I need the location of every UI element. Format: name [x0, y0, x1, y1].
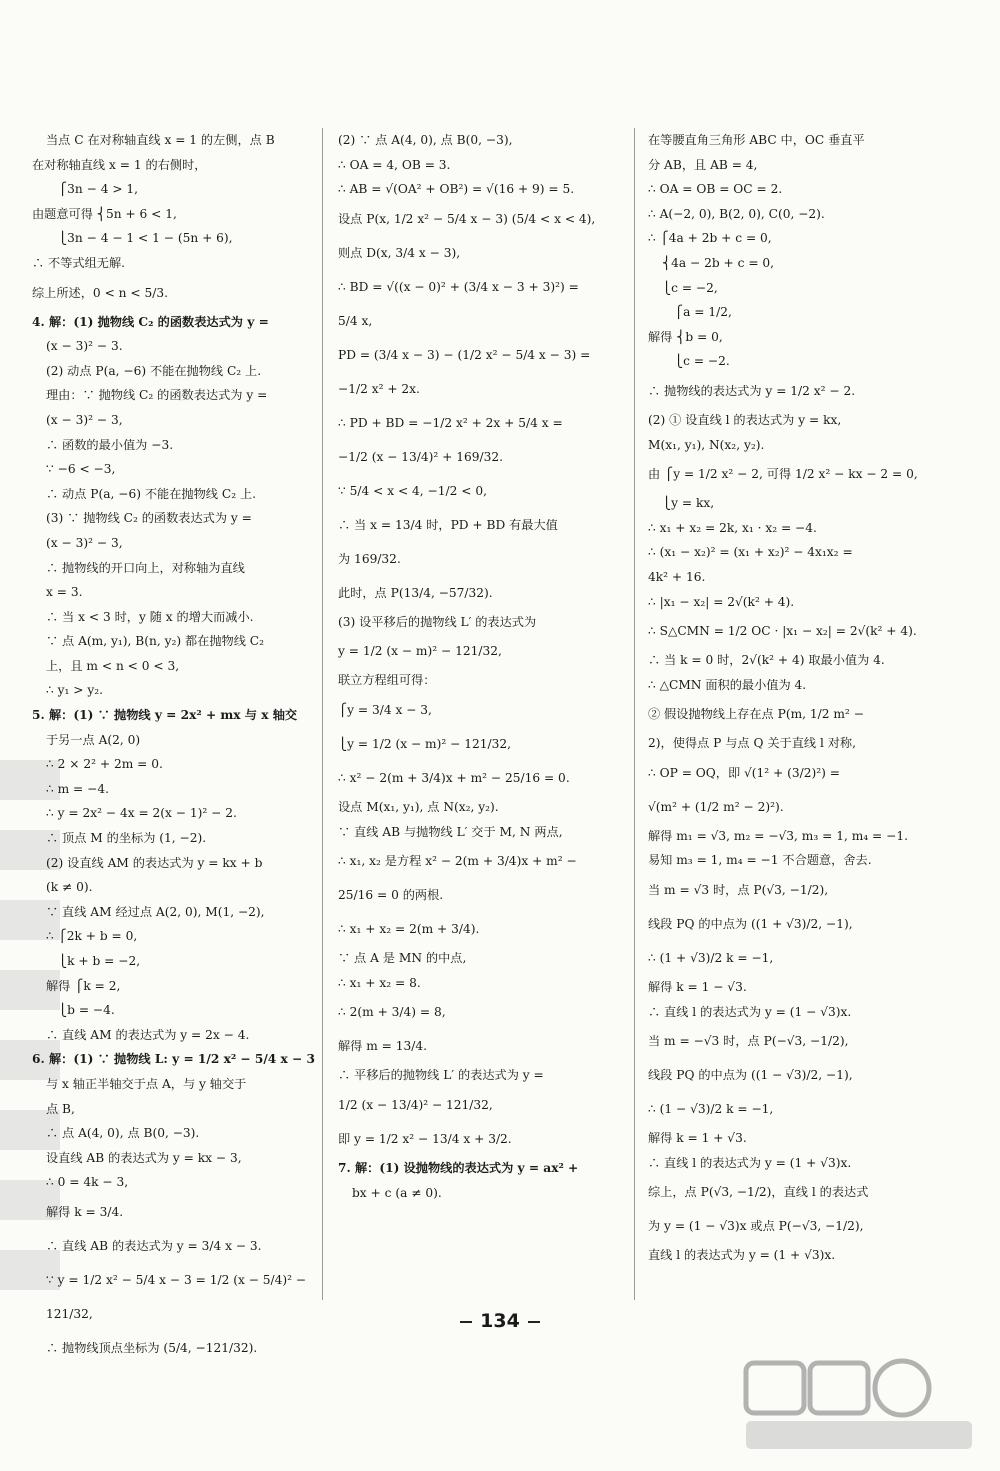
answer-line: 由题意可得 ⎨5n + 6 < 1, [32, 206, 177, 221]
column-divider [322, 128, 323, 1300]
answer-line: ∴ 抛物线的表达式为 y = 1/2 x² − 2. [648, 383, 856, 398]
answer-line: 2)，使得点 P 与点 Q 关于直线 l 对称, [648, 736, 856, 751]
answer-line: 直线 l 的表达式为 y = (1 + √3)x. [648, 1248, 836, 1263]
answer-line: ⎨4a − 2b + c = 0, [662, 255, 775, 270]
answer-line: 则点 D(x, 3/4 x − 3), [338, 245, 461, 260]
column-right [648, 128, 948, 1308]
answer-line: ∴ y = 2x² − 4x = 2(x − 1)² − 2. [46, 806, 237, 821]
answer-line: ∴ BD = √((x − 0)² + (3/4 x − 3 + 3)²) = [338, 279, 579, 294]
answer-line: ⎧y = 3/4 x − 3, [338, 702, 432, 717]
answer-line: ⎩k + b = −2, [58, 954, 141, 968]
answer-line: ∴ x₁ + x₂ = 2(m + 3/4). [338, 922, 480, 937]
answer-line: ⎩y = 1/2 (x − m)² − 121/32, [338, 736, 511, 751]
answer-line: ∴ 抛物线的开口向上，对称轴为直线 [46, 560, 245, 575]
answer-line: 121/32, [46, 1306, 93, 1321]
answer-line: (x − 3)² − 3, [46, 412, 123, 427]
answer-line: 7. 解：(1) 设抛物线的表达式为 y = ax² + [338, 1160, 579, 1175]
answer-line: ∴ 当 x < 3 时，y 随 x 的增大而减小. [46, 609, 254, 624]
answer-line: 此时，点 P(13/4, −57/32). [338, 585, 493, 600]
answer-line: ∴ y₁ > y₂. [46, 683, 104, 698]
answer-line: ∵ 点 A 是 MN 的中点, [338, 951, 467, 966]
answer-line: ② 假设抛物线上存在点 P(m, 1/2 m² − [648, 707, 864, 722]
answer-line: ∵ y = 1/2 x² − 5/4 x − 3 = 1/2 (x − 5/4)² − [46, 1272, 307, 1287]
answer-line: ⎩c = −2. [674, 354, 730, 369]
answer-line: bx + c (a ≠ 0). [352, 1185, 442, 1200]
page-number-text: 134 [480, 1310, 520, 1332]
page-number [0, 1310, 1000, 1332]
answer-line: 当 m = √3 时，点 P(√3, −1/2), [648, 883, 829, 898]
answer-line: ∵ −6 < −3, [46, 462, 116, 477]
column-divider [634, 128, 635, 1300]
answer-line: −1/2 (x − 13/4)² + 169/32. [338, 449, 504, 464]
answer-line: 当 m = −√3 时，点 P(−√3, −1/2), [648, 1034, 849, 1049]
answer-line: 在对称轴直线 x = 1 的右侧时， [32, 157, 207, 172]
answer-line: ∴ (x₁ − x₂)² = (x₁ + x₂)² − 4x₁x₂ = [648, 545, 853, 560]
answer-line: ⎧3n − 4 > 1, [58, 182, 139, 197]
answer-line: 解得 m₁ = √3, m₂ = −√3, m₃ = 1, m₄ = −1. [648, 828, 908, 843]
answer-line: 在等腰直角三角形 ABC 中，OC 垂直平 [648, 133, 865, 147]
answer-line: ∴ 直线 AB 的表达式为 y = 3/4 x − 3. [46, 1238, 262, 1253]
answer-line: 于另一点 A(2, 0) [46, 732, 141, 747]
column-middle [338, 128, 628, 1308]
answer-line: 4k² + 16. [648, 569, 706, 584]
answer-line: 5. 解：(1) ∵ 抛物线 y = 2x² + mx 与 x 轴交 [32, 708, 298, 723]
answer-line: ∴ △CMN 面积的最小值为 4. [648, 677, 807, 692]
answer-line: ∴ 直线 l 的表达式为 y = (1 + √3)x. [648, 1155, 852, 1170]
answer-line: ⎩y = kx, [662, 496, 715, 511]
answer-line: 线段 PQ 的中点为 ((1 + √3)/2, −1), [648, 917, 853, 932]
answer-line: (2) ① 设直线 l 的表达式为 y = kx, [648, 412, 842, 427]
answer-line: ∴ 抛物线顶点坐标为 (5/4, −121/32). [46, 1340, 258, 1355]
answer-line: −1/2 x² + 2x. [338, 381, 420, 396]
answer-line: 由 ⎧y = 1/2 x² − 2, 可得 1/2 x² − kx − 2 = 0, [648, 467, 918, 482]
answer-line: ⎩3n − 4 − 1 < 1 − (5n + 6), [58, 231, 233, 246]
answer-line: (2) 动点 P(a, −6) 不能在抛物线 C₂ 上. [46, 363, 262, 378]
answer-line: (x − 3)² − 3. [46, 339, 123, 354]
answer-line: (3) ∵ 抛物线 C₂ 的函数表达式为 y = [46, 511, 252, 526]
answer-line: 25/16 = 0 的两根. [338, 888, 444, 903]
answer-line: 4. 解：(1) 抛物线 C₂ 的函数表达式为 y = [32, 314, 269, 329]
column-left [32, 128, 320, 1355]
answer-line: 解得 ⎧k = 2, [46, 978, 121, 993]
answer-line: (k ≠ 0). [46, 880, 93, 895]
answer-line: ∴ x₁, x₂ 是方程 x² − 2(m + 3/4)x + m² − [338, 854, 577, 869]
answer-line: ∴ 2 × 2² + 2m = 0. [46, 757, 163, 772]
answer-line: ∵ 直线 AM 经过点 A(2, 0), M(1, −2), [46, 904, 265, 919]
answer-line: (3) 设平移后的抛物线 L′ 的表达式为 [338, 614, 537, 629]
answer-line: ∴ OA = OB = OC = 2. [648, 182, 783, 197]
answer-line: ∴ 不等式组无解. [32, 255, 126, 270]
answer-line: 综上，点 P(√3, −1/2)，直线 l 的表达式 [648, 1185, 869, 1200]
answer-line: ∴ OP = OQ，即 √(1² + (3/2)²) = [648, 765, 840, 780]
answer-line: 1/2 (x − 13/4)² − 121/32, [338, 1097, 493, 1112]
answer-line: ∵ 直线 AB 与抛物线 L′ 交于 M, N 两点, [338, 824, 563, 839]
answer-line: ⎧a = 1/2, [674, 305, 732, 320]
answer-line: 与 x 轴正半轴交于点 A，与 y 轴交于 [46, 1076, 247, 1091]
answer-line: ∵ 点 A(m, y₁), B(n, y₂) 都在抛物线 C₂ [46, 634, 264, 649]
answer-line: 设点 P(x, 1/2 x² − 5/4 x − 3) (5/4 < x < 4), [338, 211, 596, 226]
answer-line: ∴ 当 x = 13/4 时，PD + BD 有最大值 [338, 517, 558, 532]
answer-line: 解得 m = 13/4. [338, 1039, 428, 1054]
answer-line: ∴ 点 A(4, 0), 点 B(0, −3). [46, 1126, 200, 1141]
answer-line: ∴ 0 = 4k − 3, [46, 1175, 129, 1190]
answer-line: 上，且 m < n < 0 < 3, [46, 658, 180, 673]
answer-line: 解得 k = 1 − √3. [648, 980, 747, 995]
answer-line: ∴ PD + BD = −1/2 x² + 2x + 5/4 x = [338, 415, 563, 430]
answer-line: ∴ OA = 4, OB = 3. [338, 157, 451, 172]
answer-line: 设点 M(x₁, y₁), 点 N(x₂, y₂). [338, 799, 499, 814]
answer-line: ∴ 顶点 M 的坐标为 (1, −2). [46, 831, 207, 846]
answer-line: ⎩b = −4. [58, 1003, 115, 1018]
answer-line: x = 3. [46, 585, 83, 600]
answer-line: 为 169/32. [338, 551, 401, 566]
answer-line: ∵ 5/4 < x < 4, −1/2 < 0, [338, 483, 487, 498]
answer-line: 当点 C 在对称轴直线 x = 1 的左侧，点 B [46, 133, 275, 147]
answer-line: 解得 ⎨b = 0, [648, 329, 723, 344]
answer-line: ∴ ⎧2k + b = 0, [46, 929, 138, 944]
answer-line: 5/4 x, [338, 313, 373, 328]
watermark-logo [742, 1355, 982, 1455]
answer-line: 设直线 AB 的表达式为 y = kx − 3, [46, 1150, 242, 1165]
answer-line: 即 y = 1/2 x² − 13/4 x + 3/2. [338, 1131, 512, 1146]
answer-line: √(m² + (1/2 m² − 2)²). [648, 799, 784, 814]
answer-line: ⎩c = −2, [662, 280, 718, 295]
answer-line: ∴ A(−2, 0), B(2, 0), C(0, −2). [648, 206, 825, 221]
answer-line: 理由：∵ 抛物线 C₂ 的函数表达式为 y = [46, 388, 268, 403]
answer-line: 综上所述，0 < n < 5/3. [32, 285, 168, 300]
answer-line: 易知 m₃ = 1, m₄ = −1 不合题意，舍去. [648, 853, 872, 868]
answer-line: ∴ 动点 P(a, −6) 不能在抛物线 C₂ 上. [46, 486, 257, 501]
answer-line: ∴ 直线 AM 的表达式为 y = 2x − 4. [46, 1027, 250, 1042]
answer-line: ∴ 当 k = 0 时，2√(k² + 4) 取最小值为 4. [648, 653, 885, 668]
answer-line: ∴ 函数的最小值为 −3. [46, 437, 174, 452]
answer-line: 线段 PQ 的中点为 ((1 − √3)/2, −1), [648, 1068, 853, 1083]
answer-line: M(x₁, y₁), N(x₂, y₂). [648, 437, 765, 452]
answer-line: 为 y = (1 − √3)x 或点 P(−√3, −1/2), [648, 1219, 864, 1234]
answer-line: ∴ AB = √(OA² + OB²) = √(16 + 9) = 5. [338, 182, 575, 197]
answer-line: 解得 k = 3/4. [46, 1204, 124, 1219]
answer-line: ∴ (1 + √3)/2 k = −1, [648, 951, 774, 966]
answer-line: 分 AB，且 AB = 4, [648, 157, 758, 172]
dash-left [460, 1321, 472, 1323]
answer-line: 6. 解：(1) ∵ 抛物线 L: y = 1/2 x² − 5/4 x − 3 [32, 1052, 315, 1067]
answer-line: (x − 3)² − 3, [46, 535, 123, 550]
answer-line: ∴ |x₁ − x₂| = 2√(k² + 4). [648, 594, 795, 609]
answer-line: 解得 k = 1 + √3. [648, 1131, 747, 1146]
answer-line: ∴ x₁ + x₂ = 8. [338, 975, 421, 990]
answer-line: PD = (3/4 x − 3) − (1/2 x² − 5/4 x − 3) = [338, 347, 591, 362]
answer-line: (2) ∵ 点 A(4, 0), 点 B(0, −3), [338, 133, 513, 147]
answer-line: ∴ x² − 2(m + 3/4)x + m² − 25/16 = 0. [338, 770, 570, 785]
dash-right [528, 1321, 540, 1323]
answer-line: ∴ ⎧4a + 2b + c = 0, [648, 231, 772, 246]
answer-line: 点 B, [46, 1101, 75, 1116]
answer-line: ∴ S△CMN = 1/2 OC · |x₁ − x₂| = 2√(k² + 4). [648, 624, 917, 639]
answer-line: ∴ m = −4. [46, 781, 109, 796]
answer-line: ∴ 直线 l 的表达式为 y = (1 − √3)x. [648, 1004, 852, 1019]
answer-line: y = 1/2 (x − m)² − 121/32, [338, 644, 502, 659]
answer-line: ∴ 平移后的抛物线 L′ 的表达式为 y = [338, 1068, 544, 1083]
answer-line: ∴ (1 − √3)/2 k = −1, [648, 1102, 774, 1117]
answer-line: (2) 设直线 AM 的表达式为 y = kx + b [46, 855, 263, 870]
answer-line: ∴ 2(m + 3/4) = 8, [338, 1005, 446, 1020]
answer-line: ∴ x₁ + x₂ = 2k, x₁ · x₂ = −4. [648, 520, 817, 535]
answer-line: 联立方程组可得： [338, 673, 436, 688]
